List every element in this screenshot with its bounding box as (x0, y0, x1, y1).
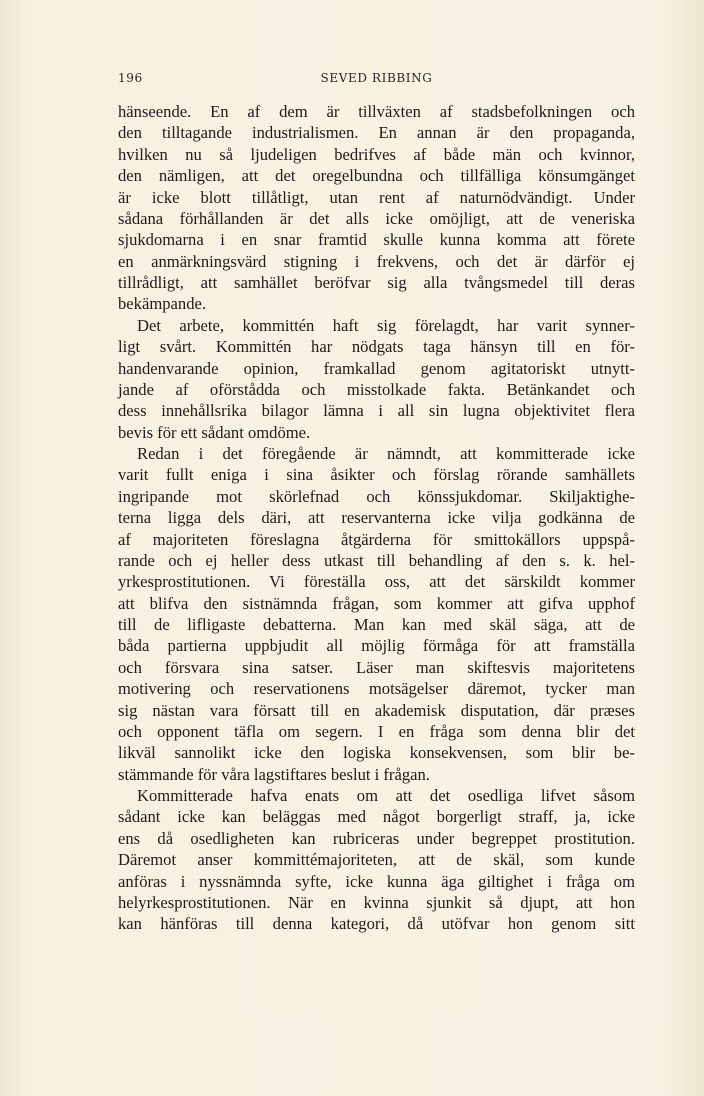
text-line: att blifva den sistnämnda frågan, som kommer att gifva upphof (118, 593, 635, 613)
text-line: sådant icke kan beläggas med något borgerligt straff, ja, icke (118, 807, 635, 827)
text-line: Redan i det föregående är nämndt, att kommitterade icke (137, 444, 635, 463)
text-line: ingripande mot skörlefnad och könssjukdomar. Skiljaktighe- (118, 486, 635, 506)
text-line: ligt svårt. Kommittén har nödgats taga hänsyn till en för- (118, 337, 635, 357)
text-line: bevis för ett sådant omdöme. (118, 422, 311, 442)
body-text (118, 101, 635, 935)
text-line: och opponent täfla om segern. I en fråga som denna blir det (118, 721, 635, 741)
text-line: anföras i nyssnämnda syfte, icke kunna äga giltighet i fråga om (118, 871, 635, 891)
text-line: tillrådligt, att samhället beröfvar sig alla tvångsmedel till deras (118, 273, 635, 292)
text-line: handenvarande opinion, framkallad genom agitatoriskt utnytt- (118, 358, 635, 378)
text-line: af majoriteten föreslagna åtgärderna för smittokällors uppspå- (118, 529, 635, 549)
page-number: 196 (118, 71, 143, 85)
text-line: hvilken nu så ljudeligen bedrifves af både män och kvinnor, (118, 144, 635, 164)
text-line: ens då osedligheten kan rubriceras under begreppet prostitution. (118, 828, 635, 848)
page-header (118, 71, 635, 91)
text-line: en anmärkningsvärd stigning i frekvens, och det är därför ej (118, 251, 635, 271)
text-line: Det arbete, kommittén haft sig förelagdt, har varit synner- (137, 315, 635, 335)
text-line: terna ligga dels däri, att reservanterna icke vilja godkänna de (118, 508, 635, 528)
text-line: varit fullt eniga i sina åsikter och förslag rörande samhällets (118, 465, 635, 485)
text-line: jande af oförstådda och misstolkade fakta. Betänkandet och (118, 379, 635, 399)
text-line: dess innehållsrika bilagor lämna i all sin lugna objektivitet flera (118, 401, 635, 421)
text-line: Däremot anser kommittémajoriteten, att de skäl, som kunde (118, 850, 635, 870)
text-line: och försvara sina satser. Läser man skiftesvis majoritetens (118, 657, 635, 677)
text-line: till de lifligaste debatterna. Man kan med skäl säga, att de (118, 615, 635, 634)
text-line: båda partierna uppbjudit all möjlig förmåga för att framställa (118, 636, 635, 656)
text-line: hänseende. En af dem är tillväxten af stadsbefolkningen och (118, 102, 635, 121)
text-line: Kommitterade hafva enats om att det osedliga lifvet såsom (137, 786, 635, 805)
text-line: sådana förhållanden är det alls icke omöjligt, att de veneriska (118, 208, 635, 228)
text-line: kan hänföras till denna kategori, då utöfvar hon genom sitt (118, 914, 635, 934)
text-line: yrkesprostitutionen. Vi föreställa oss, att det särskildt kommer (118, 572, 635, 592)
text-line: motivering och reservationens motsägelser däremot, tycker man (118, 679, 635, 699)
text-line: sjukdomarna i en snar framtid skulle kunna komma att förete (118, 230, 635, 250)
text-line: den tilltagande industrialismen. En annan är den propaganda, (118, 123, 635, 143)
text-line: den nämligen, att det oregelbundna och tillfälliga könsumgänget (118, 166, 635, 186)
text-line: är icke blott tillåtligt, utan rent af naturnödvändigt. Under (118, 187, 635, 207)
text-line: sig nästan vara försatt till en akademisk disputation, där præses (118, 700, 635, 720)
text-line: helyrkesprostitutionen. När en kvinna sjunkit så djupt, att hon (118, 892, 635, 912)
text-line: likväl sannolikt icke den logiska konsekvensen, som blir be- (118, 743, 635, 763)
running-head: SEVED RIBBING (320, 71, 433, 85)
text-line: rande och ej heller dess utkast till behandling af den s. k. hel- (118, 550, 635, 570)
text-line: stämmande för våra lagstiftares beslut i frågan. (118, 764, 430, 784)
text-line: bekämpande. (118, 294, 207, 314)
